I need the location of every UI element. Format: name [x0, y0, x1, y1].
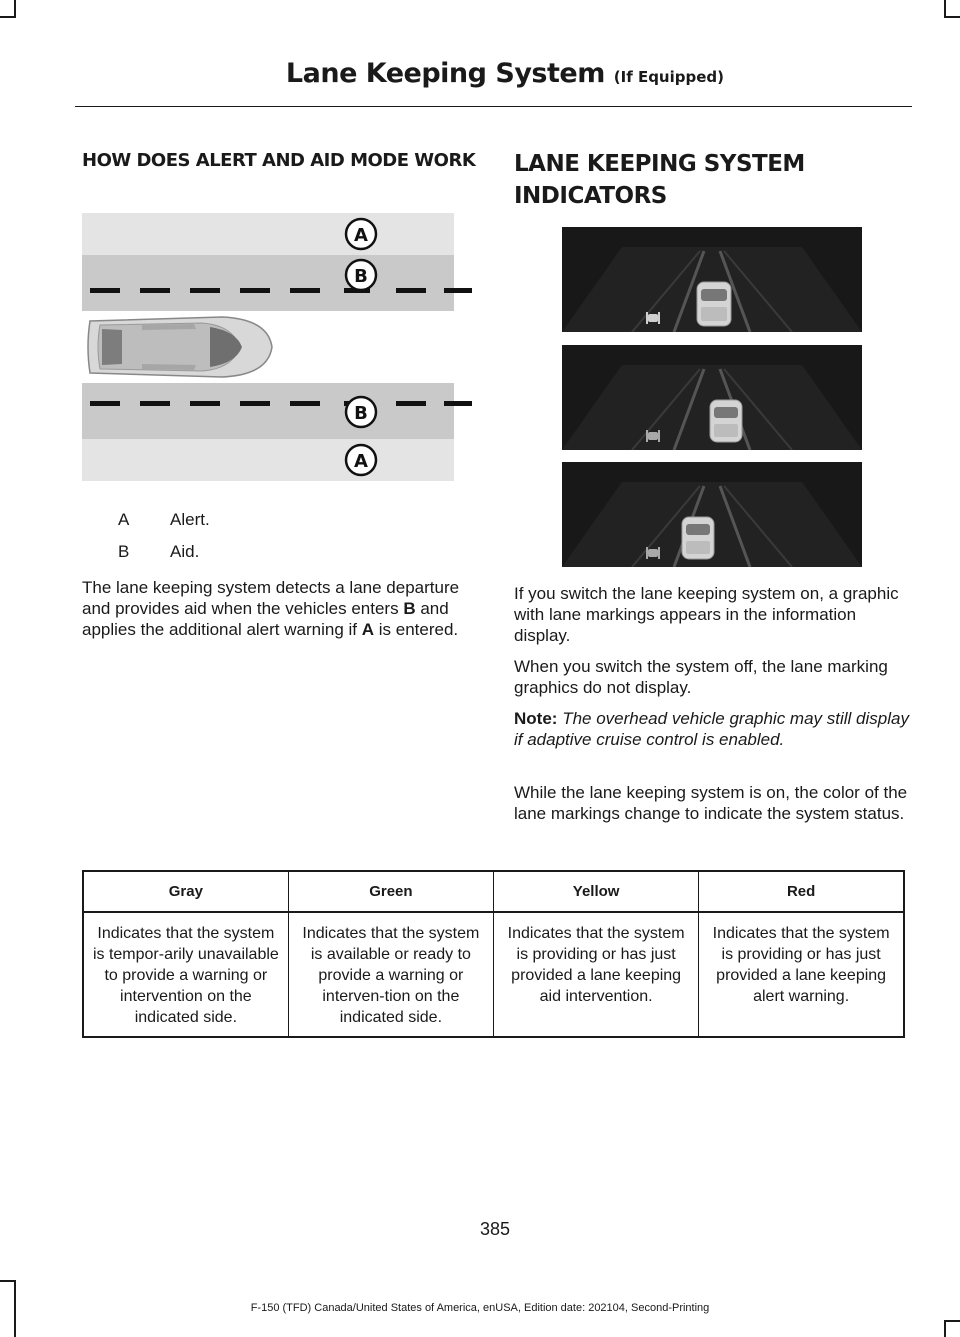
page-number: 385 — [479, 1219, 511, 1239]
table-header-cell: Gray — [83, 871, 288, 912]
legend-value: Alert. — [170, 510, 210, 529]
zone-alert-top — [82, 213, 454, 255]
text-run: is entered. — [374, 620, 459, 639]
legend-row-b — [82, 536, 462, 568]
alert-aid-description — [82, 577, 467, 640]
header-subtitle: (If Equipped) — [613, 68, 724, 86]
indicator-paragraph-1: If you switch the lane keeping system on, a graphic with lane markings appears in the information display. — [514, 584, 899, 645]
table-header-cell: Green — [288, 871, 493, 912]
svg-text:B: B — [354, 266, 368, 287]
note-text: The overhead vehicle graphic may still display if adaptive cruise control is enabled. — [514, 709, 909, 749]
display-graphic-3 — [562, 462, 862, 567]
section-heading-indicators: LANE KEEPING SYSTEM INDICATORS — [514, 151, 805, 209]
section-heading-alert-aid: HOW DOES ALERT AND AID MODE WORK — [82, 150, 476, 171]
lane-zones-svg — [82, 213, 472, 481]
table-row — [83, 912, 904, 1037]
legend-row-a — [82, 504, 462, 536]
crop-mark — [944, 16, 960, 18]
page-footer: F-150 (TFD) Canada/United States of America, enUSA, Edition date: 202104, Second-Printing — [250, 1302, 710, 1314]
lane-zones-diagram — [82, 213, 472, 481]
display-graphic-1 — [562, 227, 862, 332]
vehicle-icon — [682, 517, 714, 559]
text-run: and applies the additional alert warning if — [82, 599, 449, 639]
text-run-bold: B — [403, 599, 416, 618]
crop-mark — [944, 1320, 946, 1337]
header-divider — [75, 106, 912, 107]
lane-color-table — [82, 870, 905, 1038]
crop-mark — [944, 1320, 960, 1322]
crop-mark — [0, 16, 16, 18]
vehicle-icon — [710, 400, 742, 442]
indicator-paragraph-3: While the lane keeping system is on, the color of the lane markings change to indicate the system status. — [514, 783, 908, 823]
table-cell: Indicates that the system is tempor-arily unavailable to provide a warning or intervention on the indicated side. — [83, 912, 288, 1037]
text-run-bold: A — [361, 620, 375, 639]
note-label: Note: — [514, 709, 558, 728]
table-header-row — [83, 871, 904, 912]
zone-aid-top — [82, 255, 454, 311]
legend-key: B — [118, 542, 130, 561]
crop-mark — [0, 1280, 16, 1282]
legend-key: A — [118, 510, 130, 529]
display-graphic-2 — [562, 345, 862, 450]
table-cell: Indicates that the system is available or ready to provide a warning or interven-tion on the indicated side. — [288, 912, 493, 1037]
callout-a-top — [346, 219, 376, 249]
header-title-text: Lane Keeping System — [285, 58, 605, 89]
zone-alert-bottom — [82, 439, 454, 481]
note — [514, 708, 909, 750]
vehicle-top-view — [88, 317, 272, 377]
indicator-paragraph-2: When you switch the system off, the lane marking graphics do not display. — [514, 657, 888, 697]
table-header-cell: Red — [699, 871, 904, 912]
legend-value: Aid. — [170, 542, 200, 561]
svg-text:A: A — [354, 451, 368, 472]
callout-b-bottom — [346, 397, 376, 427]
svg-text:A: A — [354, 225, 368, 246]
page-header-title — [286, 58, 724, 89]
svg-text:B: B — [354, 403, 368, 424]
text-run: The lane keeping system detects a lane departure and provides aid when the vehicles enters — [82, 578, 460, 618]
table-header-cell: Yellow — [494, 871, 699, 912]
callout-a-bottom — [346, 445, 376, 475]
table-cell: Indicates that the system is providing or has just provided a lane keeping alert warning. — [699, 912, 904, 1037]
zone-aid-bottom — [82, 383, 454, 439]
callout-b-top — [346, 260, 376, 290]
figure-legend — [82, 504, 462, 568]
vehicle-icon — [697, 282, 731, 326]
table-cell: Indicates that the system is providing or has just provided a lane keeping aid intervention. — [494, 912, 699, 1037]
